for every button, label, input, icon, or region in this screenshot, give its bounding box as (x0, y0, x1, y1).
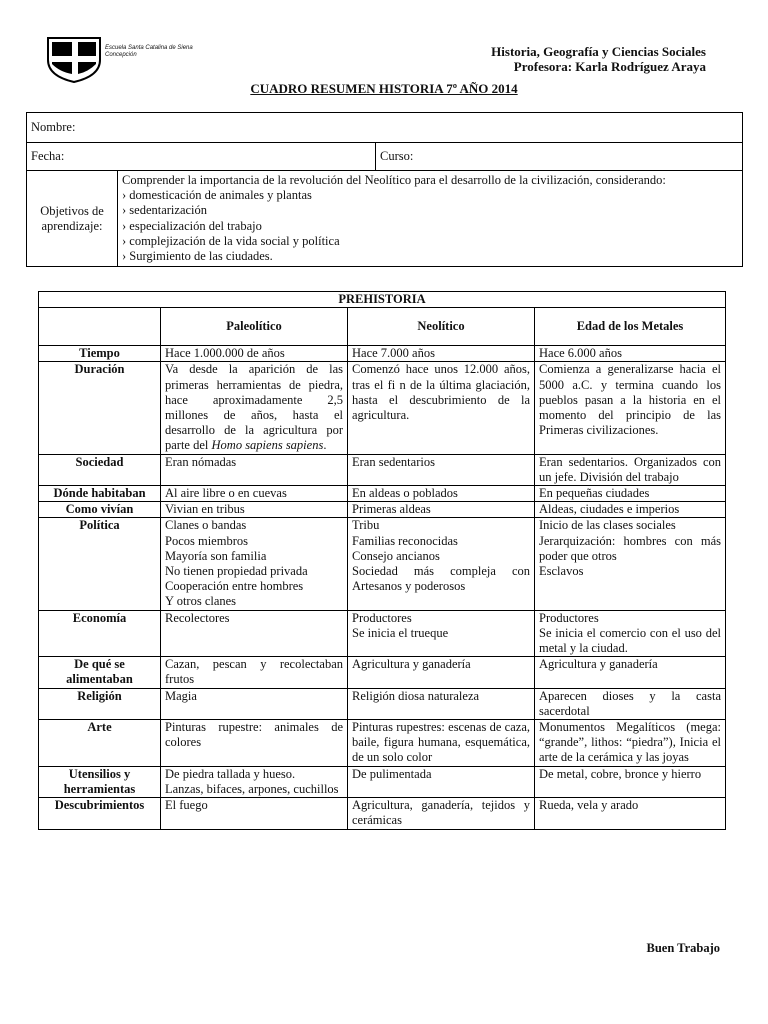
row-label: Utensilios y herramientas (39, 766, 161, 797)
name-label: Nombre: (31, 120, 76, 134)
date-label: Fecha: (31, 149, 65, 163)
table-cell (348, 518, 535, 610)
column-header-metales: Edad de los Metales (535, 308, 726, 346)
table-row (39, 454, 726, 485)
objective-item: › Surgimiento de las ciudades. (122, 249, 273, 264)
row-label: De qué se alimentaban (39, 657, 161, 688)
table-cell: Hace 7.000 años (348, 346, 535, 362)
cell-line: Consejo ancianos (352, 548, 440, 563)
table-row (39, 688, 726, 719)
table-cell: Comenzó hace unos 12.000 años, tras el fi n de la última glaciación, hasta el descubrimiento de la agricultura. (348, 362, 535, 454)
row-label: Economía (39, 610, 161, 657)
cell-line: Inicio de las clases sociales (539, 518, 676, 533)
row-label: Tiempo (39, 346, 161, 362)
school-name-line1: Escuela Santa Catalina de Siena (105, 45, 193, 51)
corner-cell (39, 308, 161, 346)
table-row (39, 610, 726, 657)
table-cell (161, 610, 348, 657)
table-cell (535, 610, 726, 657)
objective-item: › domesticación de animales y plantas (122, 188, 312, 203)
table-cell: Aparecen dioses y la casta sacerdotal (535, 688, 726, 719)
cell-line: Sociedad más compleja con Artesanos y poderosos (352, 564, 530, 594)
table-cell: Pinturas rupestre: animales de colores (161, 720, 348, 767)
prehistory-table (38, 291, 726, 830)
row-label: Duración (39, 362, 161, 454)
table-cell (535, 518, 726, 610)
shield-cross-icon (44, 34, 106, 84)
row-label: Sociedad (39, 454, 161, 485)
table-cell: Rueda, vela y arado (535, 798, 726, 829)
row-label: Descubrimientos (39, 798, 161, 829)
column-header-paleolitico: Paleolítico (161, 308, 348, 346)
table-cell (161, 766, 348, 797)
table-cell: Religión diosa naturaleza (348, 688, 535, 719)
table-row (39, 346, 726, 362)
species-name: Homo sapiens sapiens (211, 438, 324, 453)
objective-item: › complejización de la vida social y política (122, 233, 340, 248)
row-label: Dónde habitaban (39, 486, 161, 502)
table-cell: El fuego (161, 798, 348, 829)
cell-line: De pulimentada (352, 766, 432, 781)
cell-line: Mayoría son familia (165, 548, 267, 563)
table-row (39, 720, 726, 767)
table-cell: Eran nómadas (161, 454, 348, 485)
course-field[interactable] (376, 143, 743, 171)
table-cell: Vivian en tribus (161, 502, 348, 518)
row-label: Política (39, 518, 161, 610)
objective-item: › sedentarización (122, 203, 208, 218)
document-title: CUADRO RESUMEN HISTORIA 7º AÑO 2014 (250, 81, 518, 96)
table-cell: En pequeñas ciudades (535, 486, 726, 502)
table-cell: Primeras aldeas (348, 502, 535, 518)
table-cell (161, 518, 348, 610)
course-label: Curso: (380, 149, 414, 163)
cell-line: Pocos miembros (165, 533, 248, 548)
table-row (39, 766, 726, 797)
table-cell: Agricultura y ganadería (348, 657, 535, 688)
teacher: Profesora: Karla Rodríguez Araya (513, 59, 706, 74)
table-cell: Eran sedentarios (348, 454, 535, 485)
table-cell: En aldeas o poblados (348, 486, 535, 502)
table-cell: Cazan, pescan y recolectaban frutos (161, 657, 348, 688)
table-cell (348, 766, 535, 797)
cell-line: De piedra tallada y hueso. (165, 766, 296, 781)
school-name (105, 45, 193, 59)
table-row (39, 486, 726, 502)
name-field[interactable] (27, 113, 743, 143)
table-cell: Magia (161, 688, 348, 719)
table-body (39, 346, 726, 829)
table-row (39, 502, 726, 518)
table-cell: Agricultura y ganadería (535, 657, 726, 688)
table-cell: Hace 1.000.000 de años (161, 346, 348, 362)
student-info-table (26, 112, 743, 267)
cell-line: Se inicia el comercio con el uso del metal y la ciudad. (539, 625, 721, 656)
row-label: Religión (39, 688, 161, 719)
cell-line: Productores (352, 610, 412, 625)
column-header-neolitico: Neolítico (348, 308, 535, 346)
table-cell: Hace 6.000 años (535, 346, 726, 362)
table-cell: Aldeas, ciudades e imperios (535, 502, 726, 518)
table-cell: Al aire libre o en cuevas (161, 486, 348, 502)
table-row (39, 362, 726, 454)
date-field[interactable] (27, 143, 376, 171)
row-label: Arte (39, 720, 161, 767)
objectives-label: Objetivos de aprendizaje: (27, 171, 118, 267)
row-label: Como vivían (39, 502, 161, 518)
cell-line: No tienen propiedad privada (165, 564, 308, 579)
table-cell (535, 766, 726, 797)
cell-line: Clanes o bandas (165, 518, 247, 533)
objective-item: › especialización del trabajo (122, 218, 262, 233)
table-cell (348, 610, 535, 657)
objectives-content (118, 171, 743, 267)
table-cell: Monumentos Megalíticos (mega: “grande”, lithos: “piedra”), Inicia el arte de la cerámica y las joyas (535, 720, 726, 767)
cell-line: Lanzas, bifaces, arpones, cuchillos (165, 781, 339, 796)
cell-line: Jerarquización: hombres con más poder que otros (539, 533, 721, 563)
cell-line: Cooperación entre hombres (165, 579, 304, 594)
table-cell: Comienza a generalizarse hacia el 5000 a.C. y termina cuando los pueblos pasan a la historia en el momento del principio de las Primeras civilizaciones. (535, 362, 726, 454)
cell-line: Y otros clanes (165, 594, 237, 609)
school-logo (44, 34, 194, 84)
objectives-intro: Comprender la importancia de la revolución del Neolítico para el desarrollo de la civilización, considerando: (122, 173, 666, 187)
cell-line: Se inicia el trueque (352, 625, 449, 640)
subject: Historia, Geografía y Ciencias Sociales (491, 44, 706, 59)
cell-line: De metal, cobre, bronce y hierro (539, 766, 702, 781)
table-title: PREHISTORIA (39, 292, 726, 308)
table-cell: Va desde la aparición de las primeras herramientas de piedra, hace aproximadamente 2,5 millones de años, hasta el desarrollo de la agricultura por parte del Homo sapiens sapiens. (161, 362, 348, 454)
school-name-line2: Concepción (105, 52, 137, 58)
cell-line: Familias reconocidas (352, 533, 458, 548)
cell-line: Recolectores (165, 610, 230, 625)
table-cell: Agricultura, ganadería, tejidos y cerámicas (348, 798, 535, 829)
table-row (39, 798, 726, 829)
cell-line: Productores (539, 610, 599, 625)
footer-note: Buen Trabajo (646, 941, 720, 955)
table-cell: Pinturas rupestres: escenas de caza, baile, figura humana, esquemática, de un solo color (348, 720, 535, 767)
table-cell: Eran sedentarios. Organizados con un jefe. División del trabajo (535, 454, 726, 485)
header-info (491, 44, 706, 74)
cell-line: Esclavos (539, 564, 584, 579)
cell-line: Tribu (352, 518, 380, 533)
table-row (39, 657, 726, 688)
table-row (39, 518, 726, 610)
